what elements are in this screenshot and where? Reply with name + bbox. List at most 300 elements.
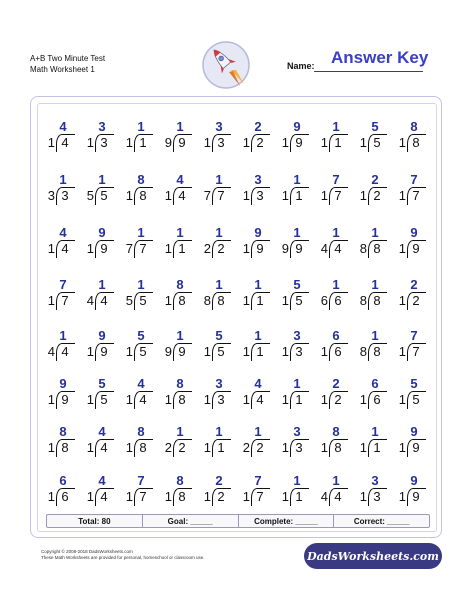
dividend: 7 [217, 188, 225, 203]
division-problem [81, 473, 121, 511]
divisor: 1 [86, 392, 94, 407]
dividend: 5 [373, 135, 381, 150]
divisor: 1 [164, 392, 172, 407]
quotient-answer: 8 [137, 424, 145, 439]
quotient-answer: 2 [215, 473, 223, 488]
quotient-answer: 9 [410, 225, 418, 240]
quotient-answer: 1 [332, 119, 340, 134]
division-problem [42, 328, 82, 366]
divisor: 3 [47, 188, 55, 203]
division-problem [237, 328, 277, 366]
quotient-answer: 1 [176, 424, 184, 439]
division-problem [198, 172, 238, 210]
dividend: 4 [139, 392, 147, 407]
dividend: 3 [295, 344, 303, 359]
quotient-answer: 1 [59, 172, 67, 187]
quotient-answer: 9 [293, 119, 301, 134]
division-problem [393, 277, 433, 315]
quotient-answer: 8 [176, 473, 184, 488]
quotient-answer: 7 [410, 172, 418, 187]
worksheet-title: A+B Two Minute Test [30, 54, 106, 63]
quotient-answer: 6 [332, 328, 340, 343]
division-problem [237, 225, 277, 263]
division-problem [159, 473, 199, 511]
quotient-answer: 3 [293, 328, 301, 343]
quotient-answer: 1 [332, 225, 340, 240]
divisor: 1 [86, 135, 94, 150]
dividend: 9 [412, 241, 420, 256]
division-problem [120, 172, 160, 210]
copyright-notice [41, 549, 205, 561]
quotient-answer: 4 [176, 172, 184, 187]
dividend: 1 [295, 489, 303, 504]
division-problem [198, 424, 238, 462]
dividend: 7 [412, 188, 420, 203]
division-problem [315, 172, 355, 210]
usage-line: These Math Worksheets are provided for personal, homeschool or classroom use. [41, 555, 205, 560]
divisor: 1 [242, 293, 250, 308]
quotient-answer: 5 [371, 119, 379, 134]
dividend: 5 [139, 344, 147, 359]
quotient-answer: 3 [98, 119, 106, 134]
division-problem [198, 376, 238, 414]
dividend: 9 [256, 241, 264, 256]
dividend: 8 [373, 344, 381, 359]
division-problem [393, 225, 433, 263]
quotient-answer: 4 [98, 424, 106, 439]
division-problem [315, 225, 355, 263]
quotient-answer: 4 [254, 376, 262, 391]
dividend: 8 [373, 241, 381, 256]
division-problem [120, 119, 160, 157]
division-problem [198, 119, 238, 157]
divisor: 1 [398, 188, 406, 203]
dividend: 9 [412, 489, 420, 504]
divisor: 1 [281, 440, 289, 455]
divisor: 1 [320, 344, 328, 359]
division-problem [120, 277, 160, 315]
dividend: 3 [373, 489, 381, 504]
name-label: Name: [287, 61, 315, 71]
dividend: 2 [373, 188, 381, 203]
dividend: 8 [373, 293, 381, 308]
quotient-answer: 1 [137, 119, 145, 134]
quotient-answer: 7 [332, 172, 340, 187]
quotient-answer: 1 [254, 328, 262, 343]
divisor: 1 [86, 241, 94, 256]
dividend: 7 [61, 293, 69, 308]
divisor: 1 [242, 188, 250, 203]
quotient-answer: 1 [137, 225, 145, 240]
dividend: 8 [334, 440, 342, 455]
dividend: 8 [178, 489, 186, 504]
divisor: 5 [125, 293, 133, 308]
quotient-answer: 1 [293, 376, 301, 391]
dividend: 8 [61, 440, 69, 455]
divisor: 5 [86, 188, 94, 203]
divisor: 1 [203, 392, 211, 407]
divisor: 1 [242, 489, 250, 504]
division-problem [81, 119, 121, 157]
dividend: 4 [61, 135, 69, 150]
dividend: 1 [295, 188, 303, 203]
divisor: 9 [164, 344, 172, 359]
divisor: 1 [281, 489, 289, 504]
quotient-answer: 1 [59, 328, 67, 343]
division-problem [120, 473, 160, 511]
divisor: 4 [320, 241, 328, 256]
dividend: 2 [334, 392, 342, 407]
quotient-answer: 1 [215, 225, 223, 240]
quotient-answer: 9 [410, 473, 418, 488]
quotient-answer: 4 [137, 376, 145, 391]
division-problem [159, 172, 199, 210]
quotient-answer: 9 [98, 328, 106, 343]
division-problem [276, 376, 316, 414]
quotient-answer: 2 [254, 119, 262, 134]
divisor: 7 [203, 188, 211, 203]
dividend: 7 [139, 241, 147, 256]
dividend: 8 [412, 135, 420, 150]
dividend: 1 [373, 440, 381, 455]
dividend: 4 [61, 241, 69, 256]
dividend: 9 [295, 135, 303, 150]
division-problem [81, 376, 121, 414]
quotient-answer: 7 [254, 473, 262, 488]
quotient-answer: 9 [254, 225, 262, 240]
divisor: 1 [320, 188, 328, 203]
divisor: 1 [320, 392, 328, 407]
dividend: 5 [139, 293, 147, 308]
dividend: 5 [217, 344, 225, 359]
division-problem [42, 424, 82, 462]
quotient-answer: 1 [332, 473, 340, 488]
divisor: 1 [86, 489, 94, 504]
dividend: 8 [178, 293, 186, 308]
dividend: 4 [334, 241, 342, 256]
divisor: 7 [125, 241, 133, 256]
quotient-answer: 1 [254, 277, 262, 292]
dividend: 2 [178, 440, 186, 455]
dividend: 9 [178, 135, 186, 150]
division-problem [81, 277, 121, 315]
quotient-answer: 1 [293, 473, 301, 488]
name-input-line[interactable] [314, 71, 423, 72]
division-problem [315, 119, 355, 157]
division-problem [42, 119, 82, 157]
divisor: 1 [242, 344, 250, 359]
divisor: 4 [86, 293, 94, 308]
dividend: 8 [178, 392, 186, 407]
quotient-answer: 8 [176, 376, 184, 391]
complete-field[interactable]: Complete: _____ [239, 515, 335, 527]
divisor: 1 [164, 489, 172, 504]
quotient-answer: 1 [176, 119, 184, 134]
dividend: 2 [412, 293, 420, 308]
dividend: 4 [334, 489, 342, 504]
division-problem [198, 473, 238, 511]
quotient-answer: 2 [332, 376, 340, 391]
division-problem [354, 473, 394, 511]
division-problem [354, 424, 394, 462]
divisor: 1 [125, 188, 133, 203]
quotient-answer: 1 [215, 424, 223, 439]
divisor: 1 [242, 135, 250, 150]
division-problem [276, 172, 316, 210]
divisor: 1 [359, 188, 367, 203]
division-problem [237, 119, 277, 157]
divisor: 1 [398, 293, 406, 308]
division-problem [237, 277, 277, 315]
division-problem [120, 376, 160, 414]
quotient-answer: 8 [332, 424, 340, 439]
dividend: 1 [256, 293, 264, 308]
correct-field[interactable]: Correct: _____ [353, 516, 410, 526]
division-problem [315, 376, 355, 414]
dividend: 2 [256, 135, 264, 150]
quotient-answer: 7 [59, 277, 67, 292]
quotient-answer: 9 [59, 376, 67, 391]
divisor: 1 [47, 135, 55, 150]
divisor: 2 [242, 440, 250, 455]
dividend: 5 [295, 293, 303, 308]
division-problem [81, 225, 121, 263]
dividend: 4 [178, 188, 186, 203]
worksheet-header [30, 53, 105, 75]
divisor: 1 [398, 440, 406, 455]
dividend: 4 [256, 392, 264, 407]
divisor: 1 [320, 440, 328, 455]
dividend: 9 [61, 392, 69, 407]
dividend: 2 [217, 241, 225, 256]
divisor: 1 [281, 293, 289, 308]
division-problem [198, 225, 238, 263]
quotient-answer: 8 [176, 277, 184, 292]
dividend: 9 [412, 440, 420, 455]
dividend: 9 [178, 344, 186, 359]
divisor: 1 [320, 135, 328, 150]
dividend: 4 [100, 440, 108, 455]
quotient-answer: 5 [410, 376, 418, 391]
dividend: 3 [217, 135, 225, 150]
division-problem [159, 277, 199, 315]
dividend: 8 [139, 440, 147, 455]
dividend: 5 [412, 392, 420, 407]
division-problem [237, 376, 277, 414]
divisor: 1 [398, 392, 406, 407]
quotient-answer: 5 [137, 328, 145, 343]
divisor: 9 [281, 241, 289, 256]
dividend: 3 [217, 392, 225, 407]
dividend: 1 [139, 135, 147, 150]
divisor: 1 [125, 344, 133, 359]
divisor: 1 [125, 440, 133, 455]
divisor: 1 [47, 489, 55, 504]
division-problem [276, 277, 316, 315]
divisor: 1 [242, 392, 250, 407]
divisor: 1 [164, 241, 172, 256]
quotient-answer: 1 [371, 424, 379, 439]
divisor: 1 [203, 344, 211, 359]
division-problem [81, 172, 121, 210]
division-problem [120, 328, 160, 366]
division-problem [315, 473, 355, 511]
division-problem [81, 424, 121, 462]
quotient-answer: 9 [410, 424, 418, 439]
dividend: 7 [256, 489, 264, 504]
divisor: 1 [203, 489, 211, 504]
dividend: 6 [61, 489, 69, 504]
dividend: 7 [139, 489, 147, 504]
divisor: 1 [125, 489, 133, 504]
divisor: 8 [359, 293, 367, 308]
quotient-answer: 5 [293, 277, 301, 292]
division-problem [393, 473, 433, 511]
division-problem [159, 376, 199, 414]
dividend: 7 [334, 188, 342, 203]
dividend: 2 [217, 489, 225, 504]
dividend: 5 [100, 188, 108, 203]
dividend: 3 [295, 440, 303, 455]
dividend: 3 [100, 135, 108, 150]
quotient-answer: 3 [215, 119, 223, 134]
quotient-answer: 6 [59, 473, 67, 488]
division-problem [354, 172, 394, 210]
answer-key-title: Answer Key [331, 48, 429, 67]
quotient-answer: 3 [293, 424, 301, 439]
quotient-answer: 2 [371, 172, 379, 187]
quotient-answer: 1 [371, 277, 379, 292]
divisor: 1 [281, 344, 289, 359]
quotient-answer: 3 [254, 172, 262, 187]
quotient-answer: 1 [371, 225, 379, 240]
dividend: 8 [139, 188, 147, 203]
division-problem [276, 424, 316, 462]
division-problem [354, 225, 394, 263]
division-problem [393, 376, 433, 414]
division-problem [237, 424, 277, 462]
divisor: 1 [47, 440, 55, 455]
dividend: 4 [100, 293, 108, 308]
dividend: 2 [256, 440, 264, 455]
division-problem [276, 328, 316, 366]
divisor: 1 [242, 241, 250, 256]
quotient-answer: 7 [410, 328, 418, 343]
divisor: 1 [281, 135, 289, 150]
quotient-answer: 4 [59, 119, 67, 134]
quotient-answer: 1 [371, 328, 379, 343]
division-problem [315, 424, 355, 462]
divisor: 2 [164, 440, 172, 455]
quotient-answer: 1 [176, 328, 184, 343]
division-problem [198, 328, 238, 366]
dividend: 8 [217, 293, 225, 308]
division-problem [159, 225, 199, 263]
goal-field[interactable]: Goal: _____ [143, 515, 239, 527]
quotient-answer: 3 [215, 376, 223, 391]
divisor: 1 [47, 241, 55, 256]
divisor: 1 [398, 241, 406, 256]
quotient-answer: 7 [137, 473, 145, 488]
division-problem [237, 172, 277, 210]
divisor: 1 [47, 392, 55, 407]
quotient-answer: 1 [293, 172, 301, 187]
quotient-answer: 5 [98, 376, 106, 391]
division-problem [315, 328, 355, 366]
divisor: 1 [281, 188, 289, 203]
dividend: 9 [100, 241, 108, 256]
dividend: 4 [61, 344, 69, 359]
division-problem [81, 328, 121, 366]
division-problem [354, 376, 394, 414]
division-problem [276, 473, 316, 511]
divisor: 6 [320, 293, 328, 308]
division-problem [120, 424, 160, 462]
division-problem [159, 328, 199, 366]
dividend: 6 [334, 293, 342, 308]
site-logo[interactable] [304, 543, 442, 569]
divisor: 8 [359, 344, 367, 359]
dividend: 1 [295, 392, 303, 407]
divisor: 9 [164, 135, 172, 150]
divisor: 1 [359, 489, 367, 504]
division-problem [393, 424, 433, 462]
quotient-answer: 1 [215, 277, 223, 292]
division-problem [354, 328, 394, 366]
division-problem [393, 328, 433, 366]
copyright-line: Copyright © 2008-2018 DadsWorksheets.com [41, 549, 133, 554]
total-count: Total: 80 [47, 515, 143, 527]
quotient-answer: 1 [98, 277, 106, 292]
quotient-answer: 6 [371, 376, 379, 391]
division-problem [42, 277, 82, 315]
divisor: 1 [359, 392, 367, 407]
divisor: 1 [125, 392, 133, 407]
division-problem [120, 225, 160, 263]
quotient-answer: 1 [98, 172, 106, 187]
division-problem [42, 225, 82, 263]
dividend: 4 [100, 489, 108, 504]
quotient-answer: 8 [410, 119, 418, 134]
division-problem [42, 376, 82, 414]
quotient-answer: 9 [98, 225, 106, 240]
division-problem [276, 225, 316, 263]
divisor: 1 [203, 440, 211, 455]
divisor: 1 [398, 344, 406, 359]
division-problem [159, 119, 199, 157]
division-problem [42, 172, 82, 210]
divisor: 2 [203, 241, 211, 256]
quotient-answer: 1 [293, 225, 301, 240]
divisor: 1 [398, 135, 406, 150]
division-problem [315, 277, 355, 315]
dividend: 1 [334, 135, 342, 150]
dividend: 5 [100, 392, 108, 407]
dividend: 1 [256, 344, 264, 359]
division-problem [393, 172, 433, 210]
divisor: 1 [164, 188, 172, 203]
quotient-answer: 1 [176, 225, 184, 240]
quotient-answer: 8 [137, 172, 145, 187]
division-problem [354, 119, 394, 157]
dividend: 3 [61, 188, 69, 203]
divisor: 1 [86, 440, 94, 455]
quotient-answer: 1 [254, 424, 262, 439]
division-problem [276, 119, 316, 157]
worksheet-subtitle: Math Worksheet 1 [30, 65, 95, 74]
rocket-icon [200, 40, 252, 90]
division-problem [159, 424, 199, 462]
